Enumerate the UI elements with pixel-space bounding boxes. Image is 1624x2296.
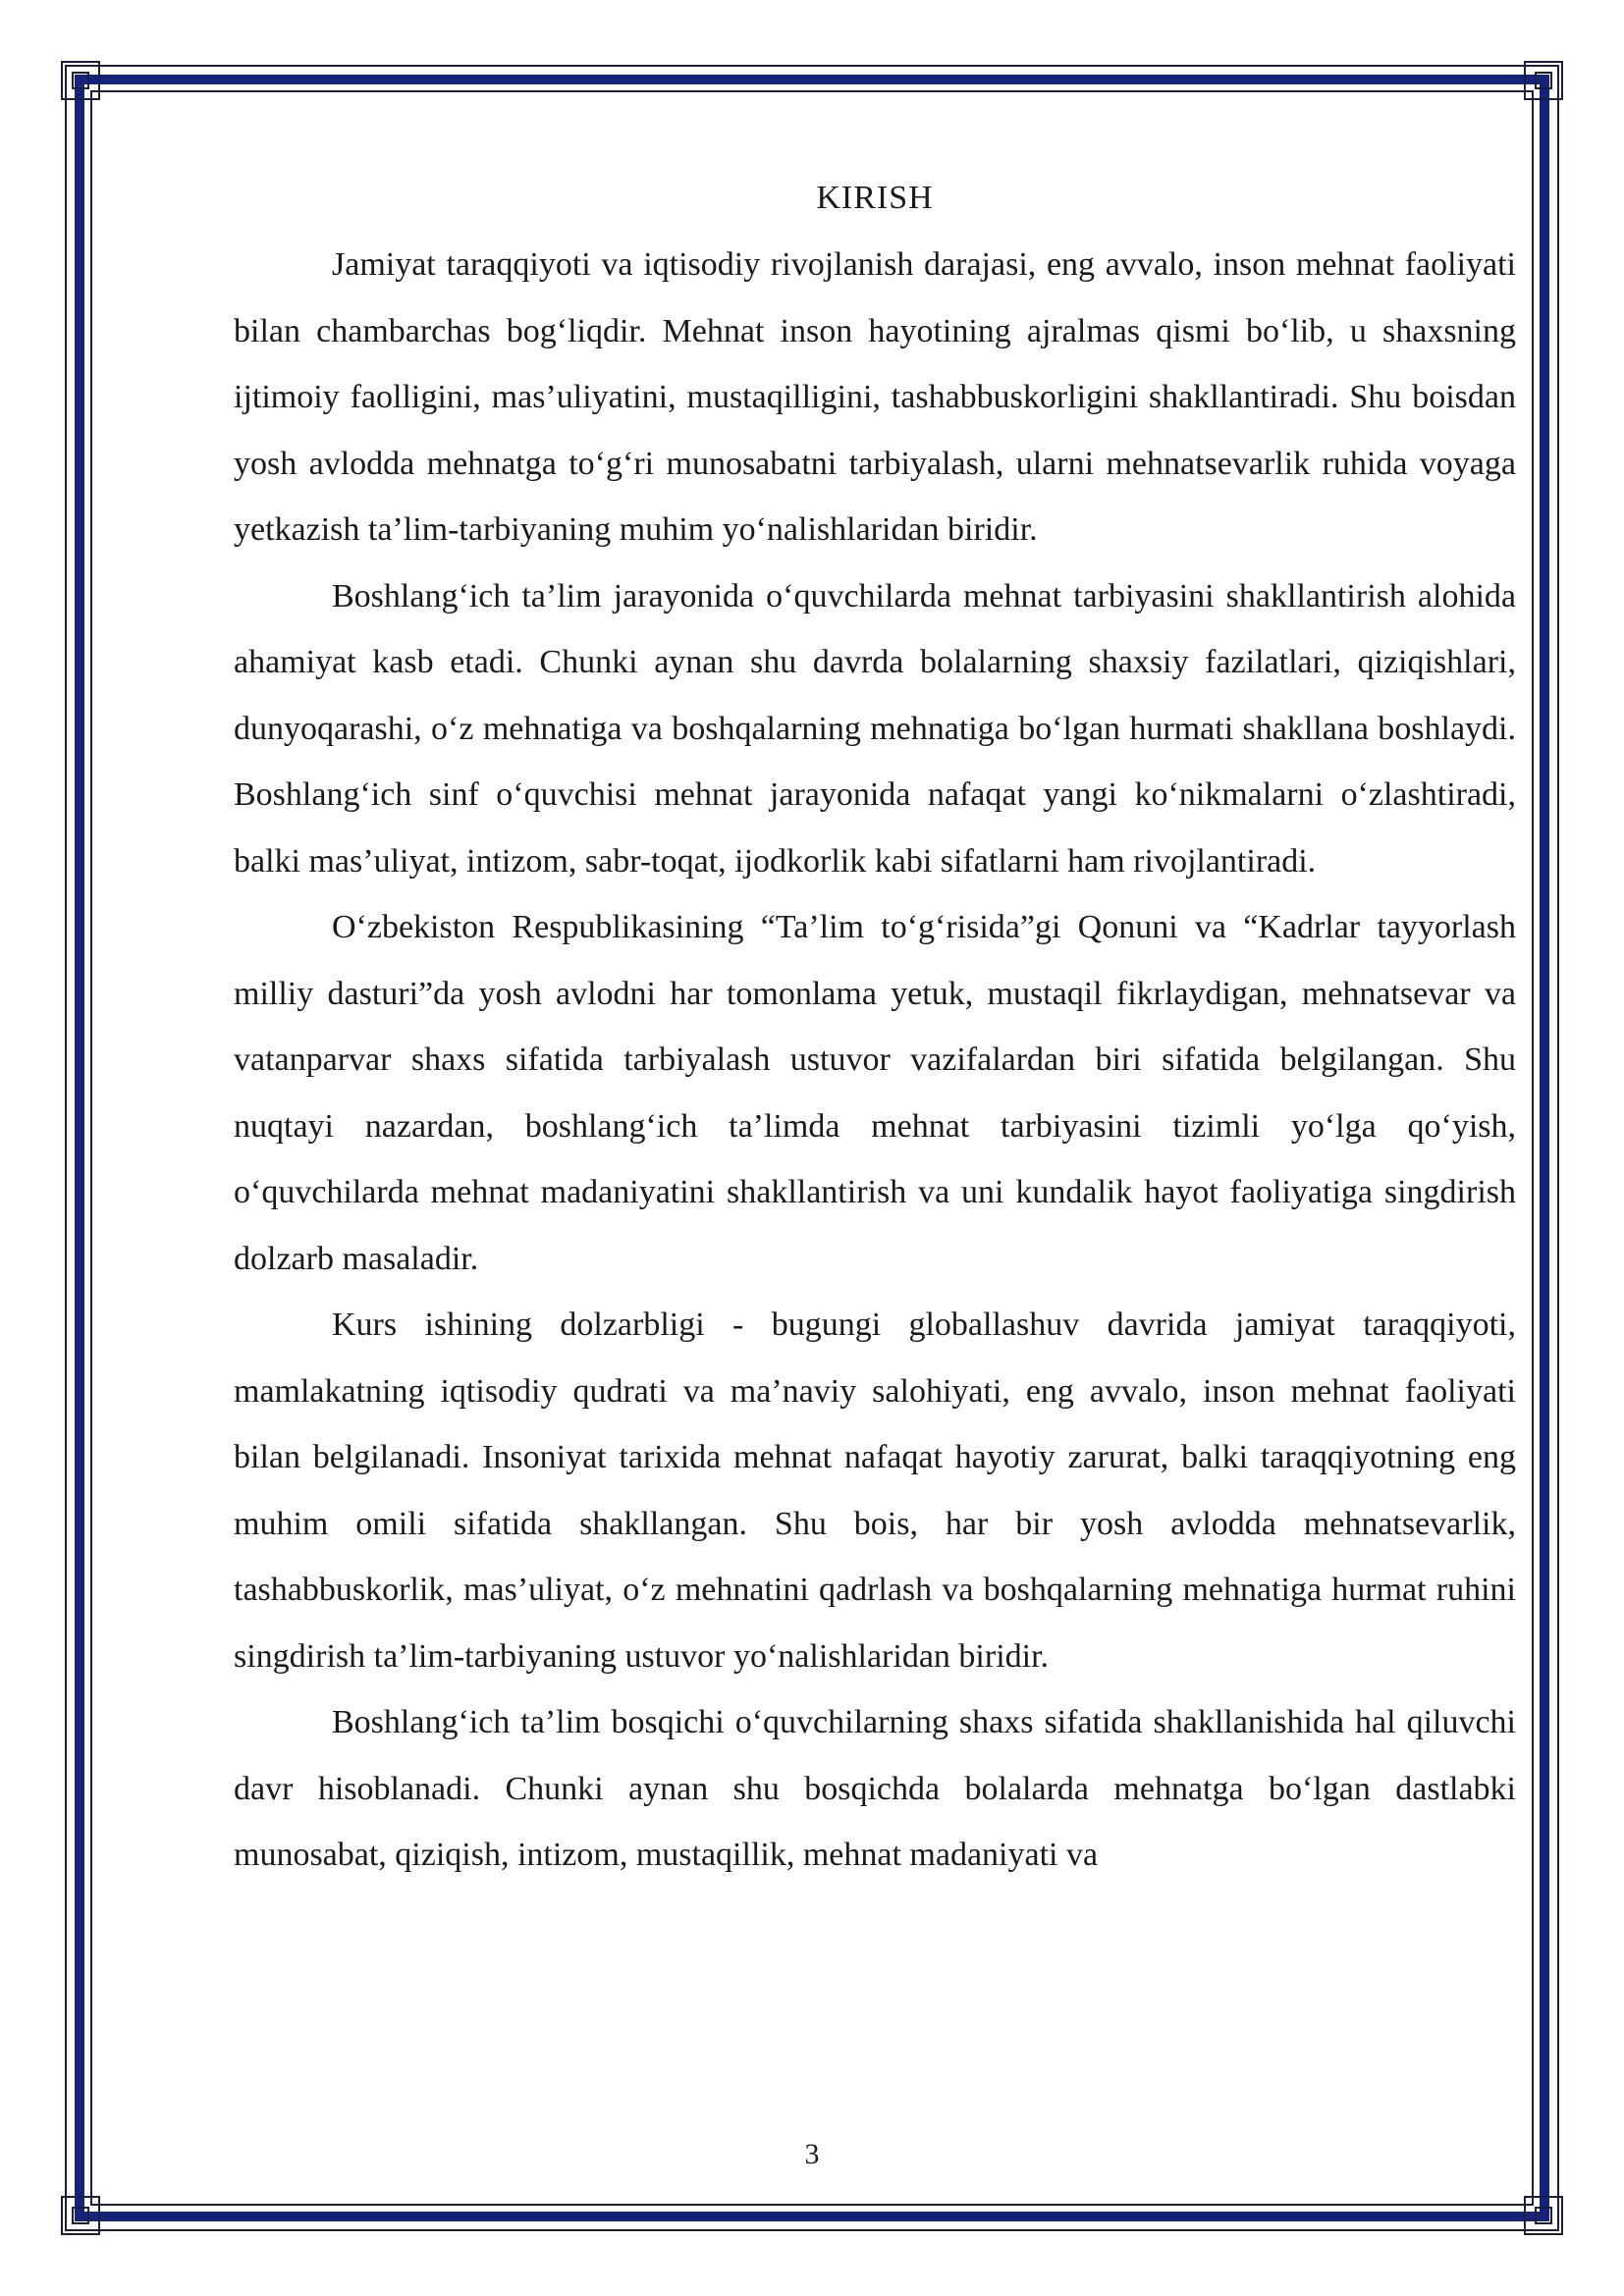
paragraph-2: Boshlang‘ich ta’lim jarayonida o‘quvchilarda mehnat tarbiyasini shakllantirish alohida ahamiyat kasb etadi. Chunki aynan shu davrda bolalarning shaxsiy fazilatlari, qiziqishlari, dunyoqarashi, o‘z mehnatiga va boshqalarning mehnatiga bo‘lgan hurmati shakllana boshlaydi. Boshlang‘ich sinf o‘quvchisi mehnat jarayonida nafaqat yangi ko‘nikmalarni o‘zlashtiradi, balki mas’uliyat, intizom, sabr-toqat, ijodkorlik kabi sifatlarni ham rivojlantiradi. [234, 577, 1516, 880]
border-corner-top-left [61, 61, 100, 100]
paragraph-3: O‘zbekiston Respublikasining “Ta’lim to‘g‘risida”gi Qonuni va “Kadrlar tayyorlash milliy dasturi”da yosh avlodni har tomonlama yetuk, mustaqil fikrlaydigan, mehnatsevar va vatanparvar shaxs sifatida tarbiyalash ustuvor vazifalardan biri sifatida belgilangan. Shu nuqtayi nazardan, boshlang‘ich ta’limda mehnat tarbiyasini tizimli yo‘lga qo‘yish, o‘quvchilarda mehnat madaniyatini shakllantirish va uni kundalik hayot faoliyatiga singdirish dolzarb masaladir. [234, 909, 1516, 1277]
page-content [234, 165, 1516, 1889]
section-title: KIRISH [816, 180, 934, 216]
border-corner-bottom-right [1524, 2196, 1563, 2235]
border-corner-bottom-left [61, 2196, 100, 2235]
paragraph-1: Jamiyat taraqqiyoti va iqtisodiy rivojlanish darajasi, eng avvalo, inson mehnat faoliyati bilan chambarchas bog‘liqdir. Mehnat inson hayotining ajralmas qismi bo‘lib, u shaxsning ijtimoiy faolligini, mas’uliyatini, mustaqilligini, tashabbuskorligini shakllantiradi. Shu boisdan yosh avlodda mehnatga to‘g‘ri munosabatni tarbiyalash, ularni mehnatsevarlik ruhida voyaga yetkazish ta’lim-tarbiyaning muhim yo‘nalishlaridan biridir. [234, 246, 1516, 548]
page-number: 3 [804, 2138, 820, 2170]
paragraph-4: Kurs ishining dolzarbligi - bugungi globallashuv davrida jamiyat taraqqiyoti, mamlakatning iqtisodiy qudrati va ma’naviy salohiyati, eng avvalo, inson mehnat faoliyati bilan belgilanadi. Insoniyat tarixida mehnat nafaqat hayotiy zarurat, balki taraqqiyotning eng muhim omili sifatida shakllangan. Shu bois, har bir yosh avlodda mehnatsevarlik, tashabbuskorlik, mas’uliyat, o‘z mehnatini qadrlash va boshqalarning mehnatiga hurmat ruhini singdirish ta’lim-tarbiyaning ustuvor yo‘nalishlaridan biridir. [234, 1307, 1516, 1675]
paragraph-5: Boshlang‘ich ta’lim bosqichi o‘quvchilarning shaxs sifatida shakllanishida hal qiluvchi davr hisoblanadi. Chunki aynan shu bosqichda bolalarda mehnatga bo‘lgan dastlabki munosabat, qiziqish, intizom, mustaqillik, mehnat madaniyati va [234, 1704, 1516, 1873]
border-corner-top-right [1524, 61, 1563, 100]
